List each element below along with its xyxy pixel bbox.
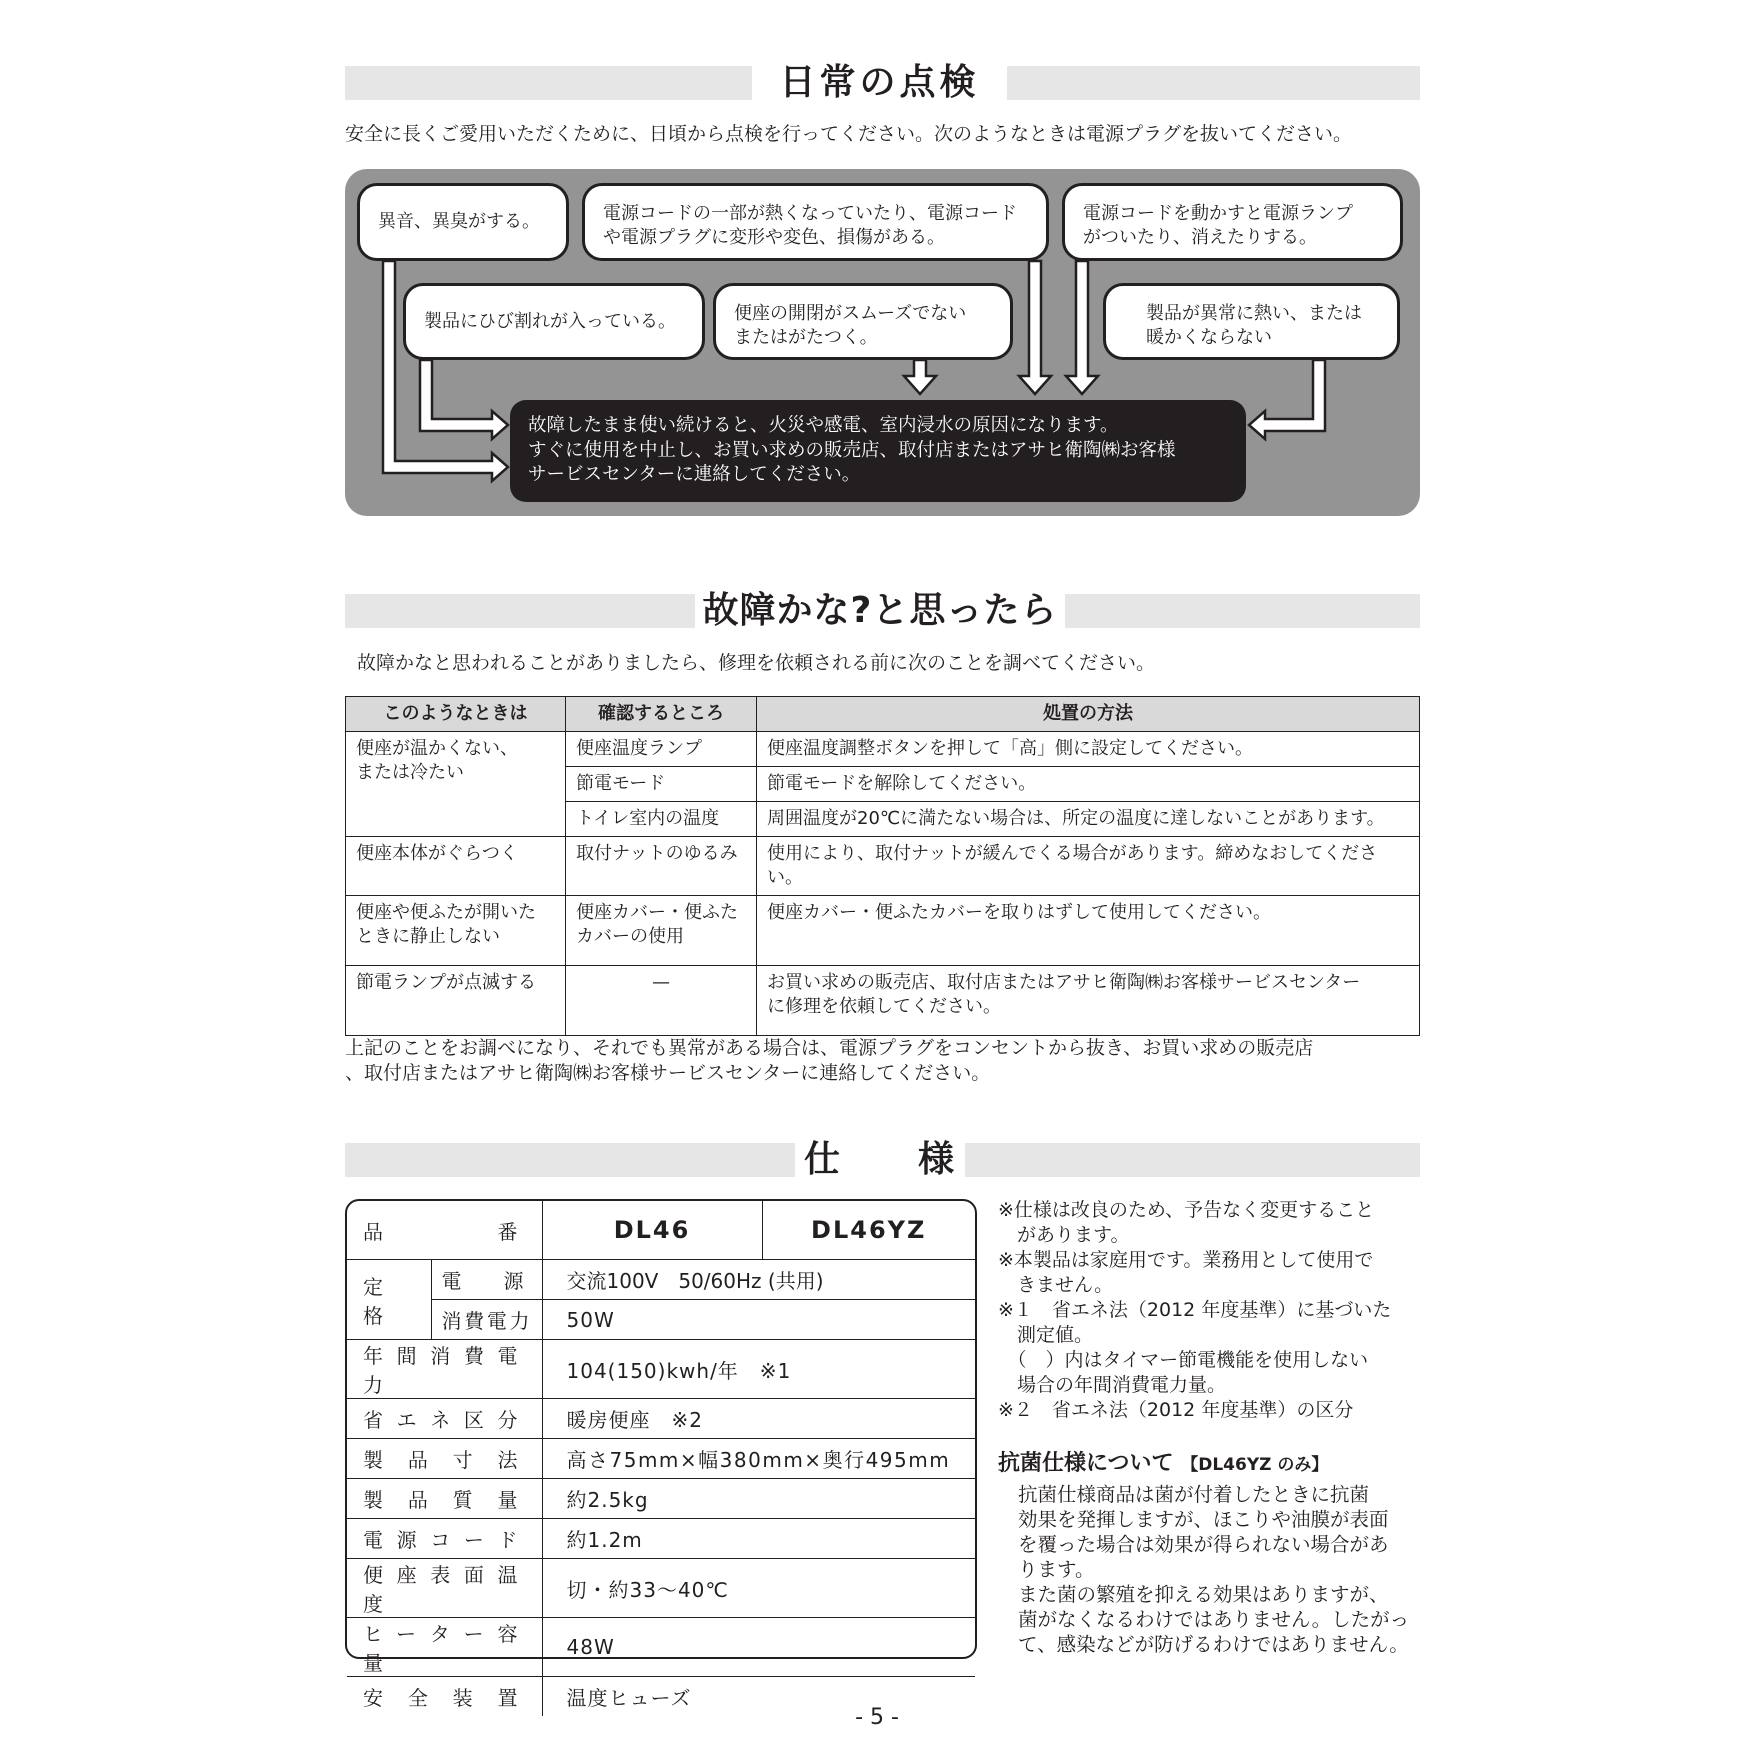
header-when: このようなときは bbox=[346, 697, 566, 732]
antibacterial-text: 抗菌仕様商品は菌が付着したときに抗菌 効果を発揮しますが、ほこりや油膜が表面 を覆った場合は効果が得られない場合があ ります。 また菌の繁殖を抑える効果はありますが、 菌がなくなるわけではありません。したがっ て、感染などが防げるわけではありません。 bbox=[1018, 1483, 1410, 1656]
cell-check: 取付ナットのゆるみ bbox=[566, 837, 757, 896]
spec-row bbox=[347, 1439, 975, 1479]
spec-table-frame bbox=[345, 1199, 977, 1710]
spec-label: ヒーター容量 bbox=[347, 1618, 542, 1677]
header-check: 確認するところ bbox=[566, 697, 757, 732]
table-row bbox=[346, 966, 1420, 1036]
antibacterial-heading bbox=[998, 1446, 1328, 1477]
cell-action: 使用により、取付ナットが緩んでくる場合があります。締めなおしてください。 bbox=[757, 837, 1420, 896]
cell-check: トイレ室内の温度 bbox=[566, 802, 757, 837]
spec-note: ※仕様は改良のため、予告なく変更すること があります。 bbox=[998, 1199, 1375, 1246]
cell-action: 便座温度調整ボタンを押して「高」側に設定してください。 bbox=[757, 732, 1420, 767]
cell-check: 便座カバー・便ふた カバーの使用 bbox=[566, 896, 757, 966]
inspection-item-overheat: 製品が異常に熱い、または 暖かくならない bbox=[1103, 283, 1400, 360]
spec-label-power: 電 源 bbox=[431, 1260, 542, 1300]
spec-note: ※１ 省エネ法（2012 年度基準）に基づいた 測定値。 （ ）内はタイマー節電機能を使用しない 場合の年間消費電力量。 bbox=[998, 1299, 1392, 1396]
spec-value: 48W bbox=[542, 1618, 975, 1677]
page-number: - 5 - bbox=[855, 1705, 899, 1730]
spec-label: 省エネ区分 bbox=[347, 1399, 542, 1439]
troubleshooting-table bbox=[345, 696, 1420, 1036]
spec-row bbox=[347, 1340, 975, 1399]
table-header-row bbox=[346, 697, 1420, 732]
cell-when: 便座や便ふたが開いた ときに静止しない bbox=[346, 896, 566, 966]
spec-label: 製品寸法 bbox=[347, 1439, 542, 1479]
spec-notes bbox=[998, 1198, 1422, 1423]
spec-row-consumption bbox=[347, 1300, 975, 1340]
spec-label: 便座表面温度 bbox=[347, 1559, 542, 1618]
spec-value-power: 交流100V 50/60Hz (共用) bbox=[542, 1260, 975, 1300]
table-row bbox=[346, 837, 1420, 896]
header-action: 処置の方法 bbox=[757, 697, 1420, 732]
inspection-item-cracks: 製品にひび割れが入っている。 bbox=[403, 283, 705, 360]
spec-model-dl46: DL46 bbox=[542, 1201, 762, 1260]
inspection-warning: 故障したまま使い続けると、火災や感電、室内浸水の原因になります。 すぐに使用を中止し、お買い求めの販売店、取付店またはアサヒ衛陶㈱お客様 サービスセンターに連絡してください。 bbox=[510, 400, 1246, 502]
cell-when: 節電ランプが点滅する bbox=[346, 966, 566, 1036]
spec-label: 製品質量 bbox=[347, 1479, 542, 1519]
spec-label: 年間消費電力 bbox=[347, 1340, 542, 1399]
section-title-trouble: 故障かな?と思ったら bbox=[695, 586, 1065, 636]
spec-note: ※本製品は家庭用です。業務用として使用で きません。 bbox=[998, 1249, 1374, 1296]
trouble-intro: 故障かなと思われることがありましたら、修理を依頼される前に次のことを調べてください。 bbox=[357, 652, 1156, 674]
table-row bbox=[346, 732, 1420, 767]
trouble-after-note: 上記のことをお調べになり、それでも異常がある場合は、電源プラグをコンセントから抜き、お買い求めの販売店 、取付店またはアサヒ衛陶㈱お客様サービスセンターに連絡してください。 bbox=[345, 1037, 1314, 1084]
cell-check: 便座温度ランプ bbox=[566, 732, 757, 767]
spec-note: ※２ 省エネ法（2012 年度基準）の区分 bbox=[998, 1399, 1354, 1421]
daily-intro: 安全に長くご愛用いただくために、日頃から点検を行ってください。次のようなときは電源プラグを抜いてください。 bbox=[345, 123, 1353, 145]
spec-row-model bbox=[347, 1201, 975, 1260]
spec-label-rating: 定格 bbox=[347, 1260, 431, 1340]
inspection-item-seat-hinge: 便座の開閉がスムーズでない またはがたつく。 bbox=[713, 283, 1013, 360]
spec-table bbox=[347, 1201, 975, 1716]
cell-action: 便座カバー・便ふたカバーを取りはずして使用してください。 bbox=[757, 896, 1420, 966]
table-row bbox=[346, 896, 1420, 966]
spec-value-consumption: 50W bbox=[542, 1300, 975, 1340]
spec-value: 温度ヒューズ bbox=[542, 1677, 975, 1717]
spec-value: 104(150)kwh/年 ※1 bbox=[542, 1340, 975, 1399]
spec-label-consumption: 消費電力 bbox=[431, 1300, 542, 1340]
inspection-item-power-lamp: 電源コードを動かすと電源ランプ がついたり、消えたりする。 bbox=[1062, 183, 1403, 261]
antibacterial-tag: 【DL46YZ のみ】 bbox=[1181, 1455, 1329, 1475]
cell-when: 便座本体がぐらつく bbox=[346, 837, 566, 896]
section-title-daily: 日常の点検 bbox=[752, 58, 1007, 108]
spec-row bbox=[347, 1559, 975, 1618]
cell-when: 便座が温かくない、 または冷たい bbox=[346, 732, 566, 837]
spec-row bbox=[347, 1519, 975, 1559]
spec-value: 切・約33〜40℃ bbox=[542, 1559, 975, 1618]
spec-label: 安全装置 bbox=[347, 1677, 542, 1717]
spec-row bbox=[347, 1479, 975, 1519]
section-title-specs: 仕 様 bbox=[795, 1135, 965, 1185]
spec-label: 電源コード bbox=[347, 1519, 542, 1559]
cell-action: お買い求めの販売店、取付店またはアサヒ衛陶㈱お客様サービスセンター に修理を依頼してください。 bbox=[757, 966, 1420, 1036]
spec-model-dl46yz: DL46YZ bbox=[762, 1201, 975, 1260]
inspection-item-abnormal-noise: 異音、異臭がする。 bbox=[357, 183, 569, 261]
antibacterial-title: 抗菌仕様について bbox=[998, 1451, 1174, 1476]
spec-row bbox=[347, 1618, 975, 1677]
spec-value: 約1.2m bbox=[542, 1519, 975, 1559]
spec-row-power bbox=[347, 1260, 975, 1300]
cell-check: 節電モード bbox=[566, 767, 757, 802]
cell-check: — bbox=[566, 966, 757, 1036]
cell-action: 節電モードを解除してください。 bbox=[757, 767, 1420, 802]
inspection-item-cord-damage: 電源コードの一部が熱くなっていたり、電源コード や電源プラグに変形や変色、損傷がある。 bbox=[582, 183, 1049, 261]
spec-value: 約2.5kg bbox=[542, 1479, 975, 1519]
spec-label-model: 品 番 bbox=[347, 1201, 542, 1260]
spec-value: 暖房便座 ※2 bbox=[542, 1399, 975, 1439]
cell-action: 周囲温度が20℃に満たない場合は、所定の温度に達しないことがあります。 bbox=[757, 802, 1420, 837]
spec-row bbox=[347, 1399, 975, 1439]
spec-value: 高さ75mm×幅380mm×奥行495mm bbox=[542, 1439, 975, 1479]
